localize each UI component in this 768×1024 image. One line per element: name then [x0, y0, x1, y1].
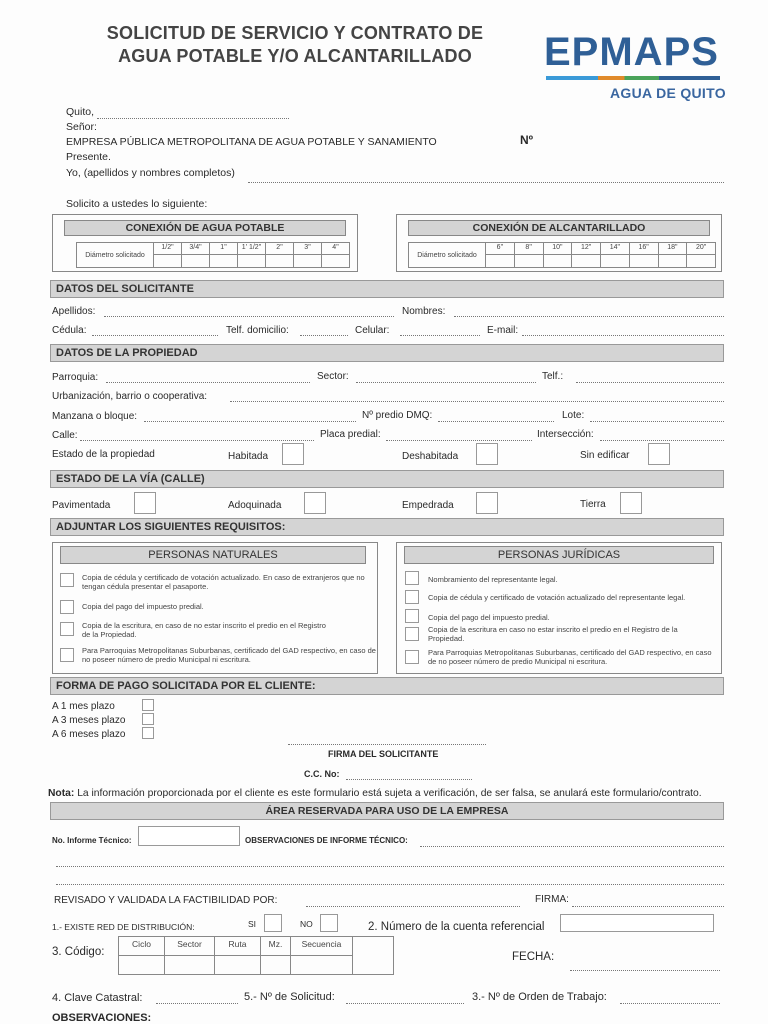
si-label: SI: [248, 919, 257, 929]
predio-dmq-label: Nº predio DMQ:: [362, 410, 433, 421]
interseccion-label: Intersección:: [537, 429, 594, 440]
agua-size-label: 3/4": [181, 242, 210, 255]
pago-option-2-label: A 3 meses plazo: [52, 715, 126, 726]
solicitud-label: 5.- Nº de Solicitud:: [244, 991, 335, 1003]
agua-size-checkbox[interactable]: [293, 254, 322, 268]
cuenta-referencial-label: 2. Número de la cuenta referencial: [368, 921, 545, 933]
logo-subtitle: AGUA DE QUITO: [610, 85, 726, 101]
alc-size-checkbox[interactable]: [658, 254, 688, 268]
alc-size-checkbox[interactable]: [686, 254, 716, 268]
urbanizacion-label: Urbanización, barrio o cooperativa:: [52, 391, 208, 402]
fecha-label: FECHA:: [512, 951, 555, 963]
no-label: NO: [300, 919, 313, 929]
alc-size-label: 12": [571, 242, 601, 255]
lote-field[interactable]: [590, 411, 724, 422]
alc-size-label: 14": [600, 242, 630, 255]
codigo-col-header: Ruta: [214, 936, 261, 956]
natural-req-4: Para Parroquias Metropolitanas Suburbanas, certificado del GAD respectivo, en caso de no poseer número de predio Municipal ni escritura.: [82, 646, 376, 664]
alc-size-label: 20": [686, 242, 716, 255]
agua-size-checkbox[interactable]: [181, 254, 210, 268]
placa-predial-field[interactable]: [386, 430, 532, 441]
cedula-label: Cédula:: [52, 325, 87, 336]
urbanizacion-field[interactable]: [230, 391, 724, 402]
reservada-section-title: ÁREA RESERVADA PARA USO DE LA EMPRESA: [50, 802, 724, 820]
informe-tecnico-label: No. Informe Técnico:: [52, 836, 132, 845]
alc-size-checkbox[interactable]: [571, 254, 601, 268]
presente-label: Presente.: [66, 151, 111, 163]
parroquia-label: Parroquia:: [52, 372, 99, 383]
telf-domicilio-label: Telf. domicilio:: [226, 325, 289, 336]
tierra-label: Tierra: [580, 499, 606, 510]
observaciones-informe-label: OBSERVACIONES DE INFORME TÉCNICO:: [245, 836, 408, 845]
fecha-field[interactable]: [570, 960, 720, 971]
numero-label: Nº: [520, 133, 534, 147]
email-field[interactable]: [522, 325, 724, 336]
alc-size-checkbox[interactable]: [629, 254, 659, 268]
codigo-col-header: Secuencia: [290, 936, 353, 956]
firma-empresa-label: FIRMA:: [535, 894, 569, 905]
observaciones-line-3[interactable]: [56, 874, 724, 885]
parroquia-field[interactable]: [106, 372, 310, 383]
telf-propiedad-field[interactable]: [576, 372, 724, 383]
placa-predial-label: Placa predial:: [320, 429, 381, 440]
agua-size-checkbox[interactable]: [237, 254, 266, 268]
agua-size-label: 1/2": [153, 242, 182, 255]
empresa-name: EMPRESA PÚBLICA METROPOLITANA DE AGUA POTABLE Y SANAMIENTO: [66, 136, 437, 148]
codigo-table-frame: [118, 936, 394, 975]
nombres-label: Nombres:: [402, 306, 446, 317]
habitada-checkbox[interactable]: [282, 443, 304, 465]
existe-red-label: 1.- EXISTE RED DE DISTRIBUCIÓN:: [52, 922, 195, 932]
juridica-req-4: Copia de la escritura en caso no estar inscrito el predio en el Registro de la Propiedad.: [428, 625, 678, 643]
observaciones-informe-field[interactable]: [420, 836, 724, 847]
agua-diametro-label: Diámetro solicitado: [76, 242, 154, 268]
tierra-checkbox[interactable]: [620, 492, 642, 514]
juridica-req-3-checkbox[interactable]: [405, 609, 419, 623]
alc-size-label: 8": [514, 242, 544, 255]
pavimentada-label: Pavimentada: [52, 500, 111, 511]
sin-edificar-label: Sin edificar: [580, 450, 630, 461]
agua-size-label: 2": [265, 242, 294, 255]
solicitud-field[interactable]: [346, 993, 464, 1004]
firma-solicitante-label: FIRMA DEL SOLICITANTE: [328, 749, 439, 759]
via-section-title: ESTADO DE LA VÍA (CALLE): [50, 470, 724, 488]
natural-req-2-checkbox[interactable]: [60, 600, 74, 614]
alc-size-label: 16": [629, 242, 659, 255]
cedula-field[interactable]: [92, 325, 218, 336]
natural-req-3-checkbox[interactable]: [60, 622, 74, 636]
juridica-req-4-checkbox[interactable]: [405, 627, 419, 641]
lote-label: Lote:: [562, 410, 585, 421]
alc-diametro-label: Diámetro solicitado: [408, 242, 486, 268]
requisitos-section-title: ADJUNTAR LOS SIGUIENTES REQUISITOS:: [50, 518, 724, 536]
observaciones-label: OBSERVACIONES:: [52, 1012, 152, 1024]
informe-tecnico-field[interactable]: [138, 826, 240, 846]
nombres-field[interactable]: [454, 306, 724, 317]
sector-label: Sector:: [317, 371, 349, 382]
cuenta-referencial-field[interactable]: [560, 914, 714, 932]
quito-label: Quito,: [66, 106, 95, 118]
manzana-label: Manzana o bloque:: [52, 411, 138, 422]
epmaps-logo: EPMAPS: [544, 30, 719, 74]
codigo-col-header: Mz.: [260, 936, 291, 956]
pago-option-3-label: A 6 meses plazo: [52, 729, 126, 740]
alc-size-checkbox[interactable]: [543, 254, 573, 268]
juridica-req-3: Copia del pago del impuesto predial.: [428, 613, 550, 622]
empedrada-checkbox[interactable]: [476, 492, 498, 514]
quito-line: [66, 106, 289, 119]
propiedad-section-title: DATOS DE LA PROPIEDAD: [50, 344, 724, 362]
agua-size-checkbox[interactable]: [321, 254, 350, 268]
yo-label: Yo, (apellidos y nombres completos): [66, 167, 235, 179]
sin-edificar-checkbox[interactable]: [648, 443, 670, 465]
conexion-agua-title: CONEXIÓN DE AGUA POTABLE: [64, 220, 346, 236]
solicito-label: Solicito a ustedes lo siguiente:: [66, 198, 208, 210]
revisado-field[interactable]: [306, 896, 520, 907]
manzana-field[interactable]: [144, 411, 356, 422]
pago-option-3-checkbox[interactable]: [142, 727, 154, 739]
apellidos-field[interactable]: [104, 306, 394, 317]
pago-option-2-checkbox[interactable]: [142, 713, 154, 725]
firma-empresa-field[interactable]: [572, 896, 724, 907]
title-line-1: SOLICITUD DE SERVICIO Y CONTRATO DE: [106, 23, 484, 43]
juridica-req-5-checkbox[interactable]: [405, 650, 419, 664]
yo-line: [66, 167, 235, 180]
juridica-req-1: Nombramiento del representante legal.: [428, 575, 558, 584]
clave-catastral-label: 4. Clave Catastral:: [52, 992, 143, 1004]
nota: [48, 788, 702, 799]
pago-option-1-label: A 1 mes plazo: [52, 701, 115, 712]
apellidos-label: Apellidos:: [52, 306, 96, 317]
alc-size-label: 10": [543, 242, 573, 255]
pago-section-title: FORMA DE PAGO SOLICITADA POR EL CLIENTE:: [50, 677, 724, 695]
juridica-req-5: Para Parroquias Metropolitanas Suburbanas, certificado del GAD respectivo, en caso de no poseer número de predio Municipal ni escritura.: [428, 648, 712, 666]
alc-size-checkbox[interactable]: [600, 254, 630, 268]
agua-size-checkbox[interactable]: [153, 254, 182, 268]
codigo-col-header: Ciclo: [118, 936, 165, 956]
revisado-label: REVISADO Y VALIDADA LA FACTIBILIDAD POR:: [54, 895, 278, 906]
nombre-completo-field[interactable]: [248, 172, 724, 183]
telf-propiedad-label: Telf.:: [542, 371, 564, 382]
natural-req-2: Copia del pago del impuesto predial.: [82, 602, 204, 611]
naturales-title: PERSONAS NATURALES: [60, 546, 366, 564]
pago-option-1-checkbox[interactable]: [142, 699, 154, 711]
adoquinada-label: Adoquinada: [228, 500, 282, 511]
celular-label: Celular:: [355, 325, 390, 336]
document-title: [60, 22, 530, 68]
deshabitada-checkbox[interactable]: [476, 443, 498, 465]
natural-req-4-checkbox[interactable]: [60, 648, 74, 662]
orden-trabajo-field[interactable]: [620, 993, 720, 1004]
si-checkbox[interactable]: [264, 914, 282, 932]
agua-size-label: 3": [293, 242, 322, 255]
clave-catastral-field[interactable]: [156, 993, 238, 1004]
habitada-label: Habitada: [228, 451, 269, 462]
alc-size-checkbox[interactable]: [514, 254, 544, 268]
natural-req-1-checkbox[interactable]: [60, 573, 74, 587]
agua-size-label: 1' 1/2": [237, 242, 266, 255]
alc-size-checkbox[interactable]: [485, 254, 515, 268]
celular-field[interactable]: [400, 325, 480, 336]
interseccion-field[interactable]: [600, 430, 724, 441]
email-label: E-mail:: [487, 325, 519, 336]
agua-size-label: 1": [209, 242, 238, 255]
alc-size-label: 18": [658, 242, 688, 255]
juridica-req-2: Copia de cédula y certificado de votación actualizado del representante legal.: [428, 593, 686, 602]
solicitante-section-title: DATOS DEL SOLICITANTE: [50, 280, 724, 298]
no-checkbox[interactable]: [320, 914, 338, 932]
observaciones-line-2[interactable]: [56, 856, 724, 867]
natural-req-3: Copia de la escritura, en caso de no estar inscrito el predio en el Registro de la Propiedad.: [82, 621, 326, 639]
nota-text: La información proporcionada por el cliente es este formulario está sujeta a verificación, de ser falsa, se anulará este formulario/contrato.: [77, 788, 702, 799]
quito-field[interactable]: [97, 108, 289, 119]
juridicas-title: PERSONAS JURÍDICAS: [404, 546, 714, 564]
adoquinada-checkbox[interactable]: [304, 492, 326, 514]
logo-color-bar: [546, 76, 720, 80]
empedrada-label: Empedrada: [402, 500, 454, 511]
pavimentada-checkbox[interactable]: [134, 492, 156, 514]
title-line-2: AGUA POTABLE Y/O ALCANTARILLADO: [118, 46, 472, 66]
juridica-req-1-checkbox[interactable]: [405, 571, 419, 585]
agua-size-label: 4": [321, 242, 350, 255]
conexion-alc-title: CONEXIÓN DE ALCANTARILLADO: [408, 220, 710, 236]
nota-bold: Nota:: [48, 788, 75, 799]
cc-label: C.C. No:: [304, 769, 340, 779]
agua-size-checkbox[interactable]: [265, 254, 294, 268]
natural-req-1: Copia de cédula y certificado de votación actualizado. En caso de extranjeros que no tengan cédula presentar el pasaporte.: [82, 573, 365, 591]
cc-field[interactable]: [346, 769, 472, 780]
estado-propiedad-label: Estado de la propiedad: [52, 449, 155, 460]
calle-label: Calle:: [52, 430, 78, 441]
sector-field[interactable]: [356, 372, 536, 383]
calle-field[interactable]: [80, 430, 314, 441]
deshabitada-label: Deshabitada: [402, 451, 459, 462]
orden-trabajo-label: 3.- Nº de Orden de Trabajo:: [472, 991, 607, 1003]
firma-solicitante-field[interactable]: [288, 734, 486, 745]
juridica-req-2-checkbox[interactable]: [405, 590, 419, 604]
alc-size-label: 6": [485, 242, 515, 255]
codigo-col-header: Sector: [164, 936, 215, 956]
telf-domicilio-field[interactable]: [300, 325, 348, 336]
predio-dmq-field[interactable]: [438, 411, 554, 422]
agua-size-checkbox[interactable]: [209, 254, 238, 268]
codigo-label: 3. Código:: [52, 946, 105, 958]
senor-label: Señor:: [66, 121, 97, 133]
